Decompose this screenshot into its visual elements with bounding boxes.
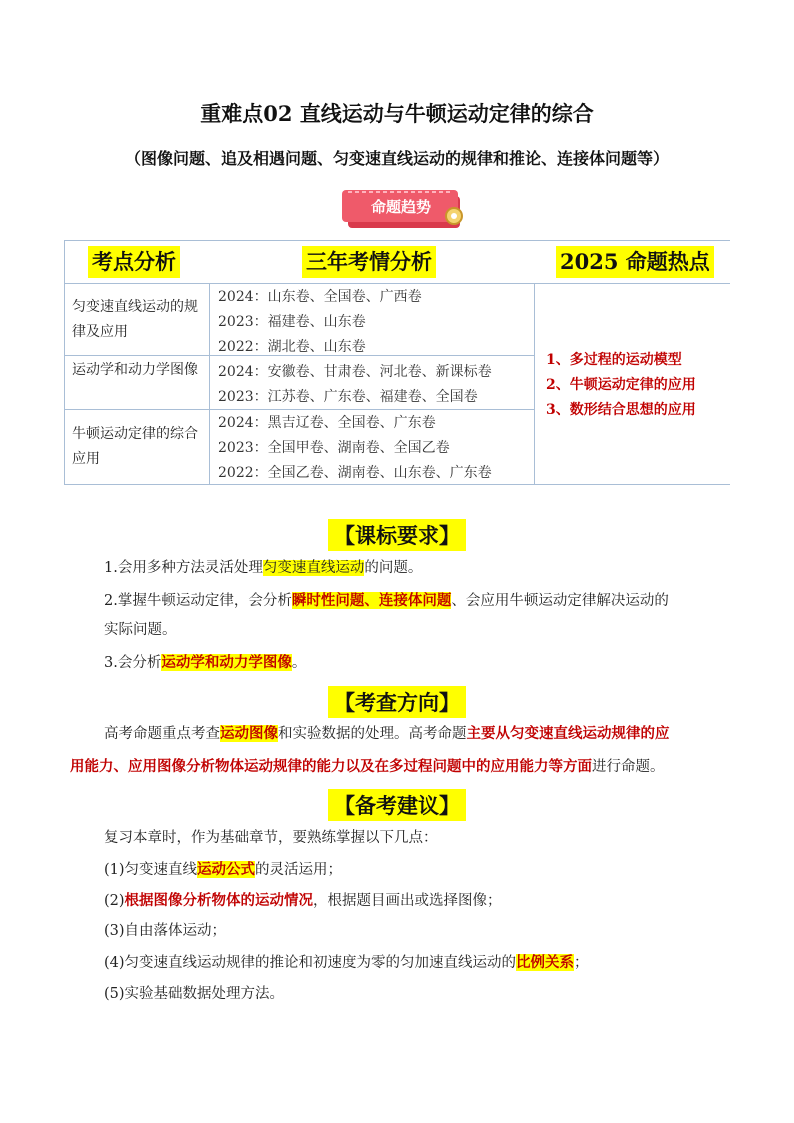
table-header-divider [64,283,730,284]
text-run: 、会应用牛顿运动定律解决运动的 [451,593,669,609]
table-col-divider [534,283,535,485]
prep-advice-heading [0,789,794,821]
curriculum-item-3 [104,646,306,680]
highlight-run: 比例关系 [516,954,575,971]
hotspot-item: 1、多过程的运动模型 [546,352,682,368]
prep-point-2 [104,884,502,918]
prep-point-4 [104,946,589,980]
table-row-divider [64,409,534,410]
curriculum-item-2-cont: 实际问题。 [104,622,177,638]
text-run: ，根据题目画出或选择图像； [313,893,502,909]
emphasis-run: 主要从匀变速直线运动规律的应 [466,725,670,742]
text-run: (2) [104,893,125,909]
exam-trend-table [64,240,730,485]
table-border-bottom [64,484,730,485]
table-border-top [64,240,730,241]
highlight-run: 运动公式 [197,861,256,878]
highlight-run: 运动学和动力学图像 [161,654,292,671]
text-run: 1.会用多种方法灵活处理 [104,560,263,576]
text-run: 的灵活运用； [255,862,343,878]
prep-advice-heading-text: 【备考建议】 [328,789,466,821]
prep-point-3: (3)自由落体运动； [104,923,227,939]
year-entry: 2023：福建卷、山东卷 [218,314,366,330]
text-run: 的问题。 [364,560,423,576]
badge-label: 命题趋势 [370,198,431,216]
highlight-run: 、 [364,592,379,609]
header-three-year-analysis: 三年考情分析 [302,246,436,278]
text-run: (1)匀变速直线 [104,862,198,878]
text-run: ； [574,955,589,971]
emphasis-run: 用能力、应用图像分析物体运动规律的能力以及在多过程问题中的应用能力等方面 [70,758,592,775]
text-run: 。 [291,655,307,671]
exam-direction-heading [0,686,794,718]
document-title: 重难点02 直线运动与牛顿运动定律的综合 [200,101,594,126]
curriculum-heading-text: 【课标要求】 [328,519,466,551]
highlight-run: 瞬时性问题 [291,592,365,609]
text-run: 2.掌握牛顿运动定律，会分析 [104,593,292,609]
text-run: 3.会分析 [104,655,162,671]
header-2025-hotspots: 2025 命题热点 [556,246,714,278]
hotspot-item: 3、数形结合思想的应用 [546,402,696,418]
exam-direction-heading-text: 【考查方向】 [328,686,466,718]
prep-point-5: (5)实验基础数据处理方法。 [104,986,285,1002]
highlight-run: 连接体问题 [378,592,452,609]
highlight-run: 匀变速直线运动 [262,560,365,576]
curriculum-heading [0,519,794,551]
text-run: 高考命题重点考查 [104,726,220,742]
exam-direction-line-2 [70,750,665,784]
prep-point-1 [104,853,342,887]
exam-direction-line-1 [104,717,670,751]
text-run: 进行命题。 [592,759,665,775]
prep-intro: 复习本章时，作为基础章节，要熟练掌握以下几点： [104,830,438,846]
year-entry: 2024：黑吉辽卷、全国卷、广东卷 [218,415,436,431]
year-entry: 2023：江苏卷、广东卷、福建卷、全国卷 [218,389,478,405]
curriculum-item-1 [104,552,422,585]
topic-label: 牛顿运动定律的综合应用 [72,426,198,467]
year-entry: 2023：全国甲卷、湖南卷、全国乙卷 [218,440,450,456]
year-entry: 2024：山东卷、全国卷、广西卷 [218,289,422,305]
topic-label: 运动学和动力学图像 [72,362,198,378]
emphasis-run: 根据图像分析物体的运动情况 [124,892,314,909]
text-run: 和实验数据的处理。高考命题 [278,726,467,742]
trend-badge [342,190,466,230]
table-col-divider [209,283,210,485]
text-run: (4)匀变速直线运动规律的推论和初速度为零的匀加速直线运动的 [104,955,517,971]
document-subtitle: （图像问题、追及相遇问题、匀变速直线运动的规律和推论、连接体问题等） [124,149,669,168]
year-entry: 2022：全国乙卷、湖南卷、山东卷、广东卷 [218,465,492,481]
highlight-run: 运动图像 [220,725,278,742]
year-entry: 2024：安徽卷、甘肃卷、河北卷、新课标卷 [218,364,492,380]
curriculum-item-2 [104,584,669,618]
hotspot-item: 2、牛顿运动定律的应用 [546,377,696,393]
table-border-left [64,240,65,485]
header-topic-analysis: 考点分析 [88,246,180,278]
topic-label: 匀变速直线运动的规律及应用 [72,299,198,340]
year-entry: 2022：湖北卷、山东卷 [218,339,366,355]
